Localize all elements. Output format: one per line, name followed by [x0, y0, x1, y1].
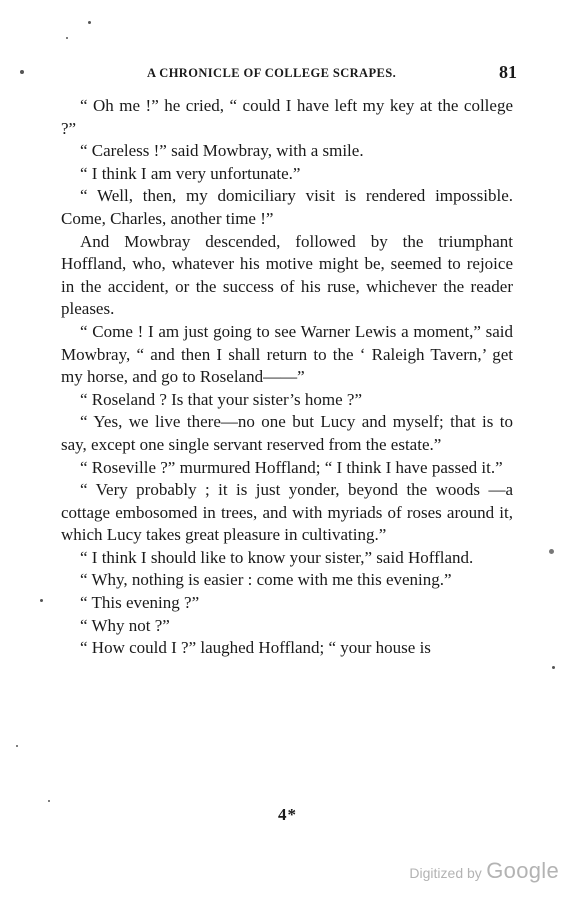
paragraph: “ Why not ?”: [80, 615, 170, 635]
scan-speck: [552, 666, 555, 669]
paragraph: “ Come ! I am just going to see Warner Lewis a moment,” said Mowbray, “ and then I shall return to the ‘ Raleigh Tavern,’ get my horse, and go to Roseland——”: [61, 321, 513, 387]
running-head: [147, 62, 517, 86]
watermark-prefix: Digitized by: [409, 865, 482, 881]
paragraph: “ Yes, we live there—no one but Lucy and myself; that is to say, except one single servant reserved from the estate.”: [61, 412, 513, 454]
paragraph: “ Why, nothing is easier : come with me this evening.”: [80, 570, 452, 590]
paragraph: “ Roseland ? Is that your sister’s home ?”: [80, 389, 363, 409]
paragraph: “ I think I should like to know your sister,” said Hoffland.: [80, 547, 474, 567]
page-number: 81: [499, 62, 517, 82]
paragraph: “ Very probably ; it is just yonder, beyond the woods —a cottage embosomed in trees, and with myriads of roses around it, which Lucy takes great pleasure in cultivating.”: [61, 480, 513, 545]
scan-speck: [40, 599, 43, 602]
paragraph: “ Careless !” said Mowbray, with a smile.: [80, 141, 364, 161]
running-title: A CHRONICLE OF COLLEGE SCRAPES.: [147, 66, 397, 80]
scan-speck: [549, 549, 554, 554]
scan-speck: [88, 21, 91, 24]
paragraph: And Mowbray descended, followed by the triumphant Hoffland, who, whatever his motive might be, seemed to rejoice in the accident, or the success of his ruse, whichever the reader pleases.: [61, 231, 513, 319]
paragraph: “ I think I am very unfortunate.”: [80, 163, 301, 183]
digitized-watermark: [409, 858, 559, 884]
body-text: [61, 95, 513, 660]
scan-speck: [66, 37, 68, 39]
scan-speck: [16, 745, 18, 747]
paragraph: “ Roseville ?” murmured Hoffland; “ I think I have passed it.”: [80, 457, 503, 477]
watermark-brand: Google: [486, 858, 559, 883]
paragraph: “ Well, then, my domiciliary visit is rendered impossible. Come, Charles, another time !”: [61, 186, 513, 228]
scan-speck: [48, 800, 50, 802]
paragraph: “ Oh me !” he cried, “ could I have left my key at the college ?”: [61, 96, 513, 138]
scan-speck: [20, 70, 24, 74]
paragraph: “ This evening ?”: [80, 593, 200, 613]
paragraph: “ How could I ?” laughed Hoffland; “ your house is: [80, 638, 431, 658]
signature-mark: 4*: [278, 805, 297, 824]
